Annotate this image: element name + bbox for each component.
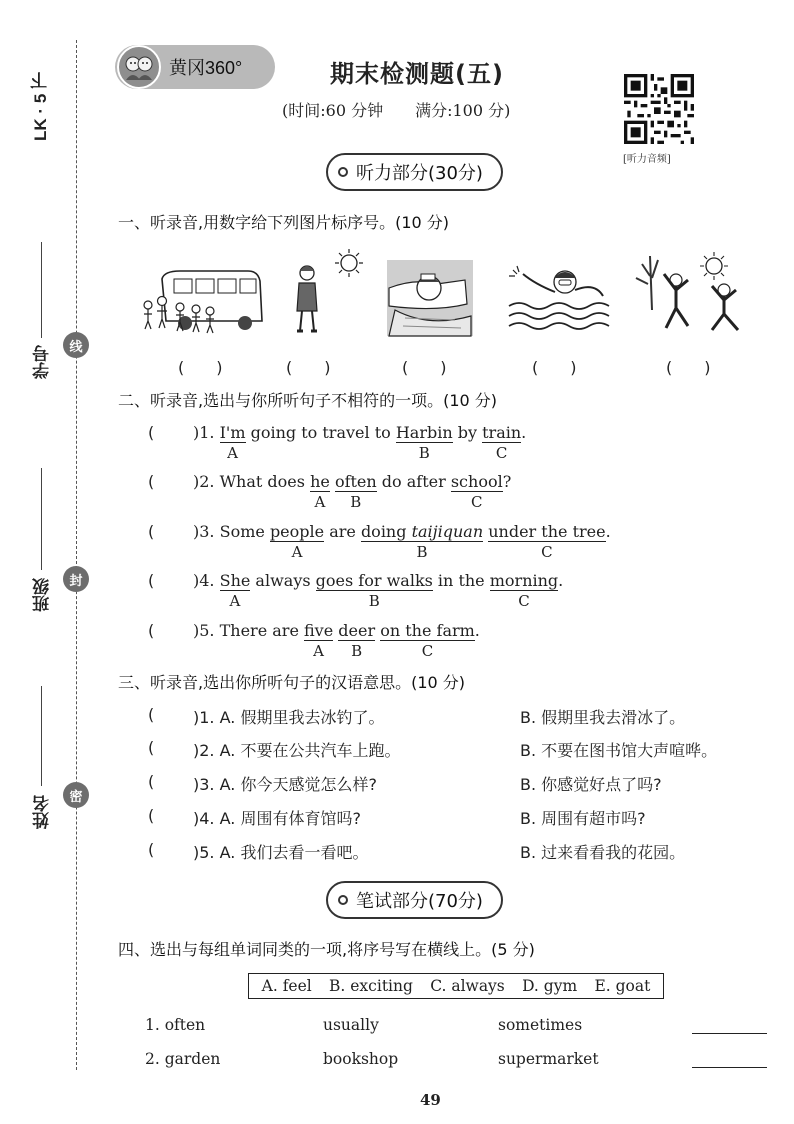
q2-open-paren-2[interactable]: ( <box>148 472 155 491</box>
q3-item-2-b: B. 不要在图书馆大声喧哗。 <box>520 741 718 760</box>
q3-open-paren-5[interactable]: ( <box>148 840 155 859</box>
q2-item-2: )2. What does he A often B do after school C ? <box>193 472 512 511</box>
bus-with-children-icon <box>140 265 265 337</box>
badge-line-char: 线 <box>63 332 89 358</box>
q4-word-options-box <box>248 973 664 999</box>
q3-item-5-b: B. 过来看看我的花园。 <box>520 843 686 862</box>
q2-open-paren-5[interactable]: ( <box>148 621 155 640</box>
listening-section-banner <box>326 153 503 191</box>
q3-item-1-b: B. 假期里我去滑冰了。 <box>520 708 686 727</box>
q3-item-3-b: B. 你感觉好点了吗? <box>520 775 662 794</box>
q3-item-5-a: )5. A. 我们去看一看吧。 <box>193 843 369 862</box>
q4-option-a: A. feel <box>261 977 312 995</box>
listening-banner-label: 听力部分(30分) <box>356 163 483 184</box>
name-line <box>41 686 42 786</box>
grade-label: LK · 5 下 <box>31 72 50 141</box>
q1-answer-5[interactable]: ( ) <box>666 358 711 377</box>
page-title: 期末检测题(五) <box>330 60 504 88</box>
q4-title: 四、选出与每组单词同类的一项,将序号写在横线上。(5 分) <box>118 940 535 959</box>
page-number: 49 <box>420 1091 441 1109</box>
writing-banner-label: 笔试部分(70分) <box>356 891 483 912</box>
student-no-line <box>41 242 42 338</box>
q3-open-paren-4[interactable]: ( <box>148 806 155 825</box>
q1-title: 一、听录音,用数字给下列图片标序号。(10 分) <box>118 213 450 232</box>
people-doing-exercise-icon <box>630 250 752 338</box>
student-no-label: 学号 <box>33 345 52 379</box>
q2-item-1: )1. I'm A going to travel to Harbin B by train C . <box>193 423 527 462</box>
q4-row-1-word-2: usually <box>323 1016 379 1034</box>
brand-text: 黄冈360° <box>169 58 243 78</box>
q4-row-1-word-3: sometimes <box>498 1016 583 1034</box>
q3-item-4-b: B. 周围有超市吗? <box>520 809 646 828</box>
q4-option-c: C. always <box>430 977 505 995</box>
q2-item-4: )4. She A always goes for walks B in the morning C . <box>193 571 564 610</box>
boy-sick-in-bed-icon <box>385 258 475 338</box>
q2-item-3: )3. Some people A are doing taijiquan B under the tree C . <box>193 522 611 561</box>
q3-title: 三、听录音,选出你所听句子的汉语意思。(10 分) <box>118 673 466 692</box>
girl-walking-in-sun-icon <box>285 245 367 337</box>
q4-row-2-answer-line[interactable] <box>692 1067 767 1068</box>
q1-answer-4[interactable]: ( ) <box>532 358 577 377</box>
q2-open-paren-3[interactable]: ( <box>148 522 155 541</box>
q4-row-2-word-3: supermarket <box>498 1050 599 1068</box>
q1-answer-2[interactable]: ( ) <box>286 358 331 377</box>
class-label: 班级 <box>33 578 52 612</box>
q2-title: 二、听录音,选出与你所听句子不相符的一项。(10 分) <box>118 391 498 410</box>
q4-option-d: D. gym <box>522 977 578 995</box>
q2-open-paren-4[interactable]: ( <box>148 571 155 590</box>
boy-swimming-icon <box>505 260 615 336</box>
q3-item-1-a: )1. A. 假期里我去冰钓了。 <box>193 708 385 727</box>
q1-answer-1[interactable]: ( ) <box>178 358 223 377</box>
q3-open-paren-3[interactable]: ( <box>148 772 155 791</box>
qr-code-icon[interactable] <box>624 74 694 144</box>
q3-open-paren-1[interactable]: ( <box>148 705 155 724</box>
qr-caption: [听力音频] <box>623 154 671 165</box>
q4-row-2-word-1: 2. garden <box>145 1050 221 1068</box>
brand-badge <box>115 45 275 89</box>
binding-dashed-line <box>76 40 77 1070</box>
q2-item-5: )5. There are five A deer B on the farm C . <box>193 621 480 660</box>
name-label: 姓名 <box>33 795 52 829</box>
exam-time-score: (时间:60 分钟 满分:100 分) <box>282 101 511 120</box>
q2-open-paren-1[interactable]: ( <box>148 423 155 442</box>
q4-row-1-word-1: 1. often <box>145 1016 206 1034</box>
q3-item-2-a: )2. A. 不要在公共汽车上跑。 <box>193 741 401 760</box>
q3-open-paren-2[interactable]: ( <box>148 738 155 757</box>
q3-item-3-a: )3. A. 你今天感觉怎么样? <box>193 775 377 794</box>
q4-option-e: E. goat <box>594 977 651 995</box>
writing-section-banner <box>326 881 503 919</box>
q4-option-b: B. exciting <box>329 977 413 995</box>
q4-row-1-answer-line[interactable] <box>692 1033 767 1034</box>
badge-seal-char: 封 <box>63 566 89 592</box>
brand-logo-icon <box>117 45 161 89</box>
banner-dot-icon <box>338 895 348 905</box>
class-line <box>41 468 42 570</box>
q1-answer-3[interactable]: ( ) <box>402 358 447 377</box>
banner-dot-icon <box>338 167 348 177</box>
q4-row-2-word-2: bookshop <box>323 1050 399 1068</box>
q3-item-4-a: )4. A. 周围有体育馆吗? <box>193 809 361 828</box>
badge-secret-char: 密 <box>63 782 89 808</box>
